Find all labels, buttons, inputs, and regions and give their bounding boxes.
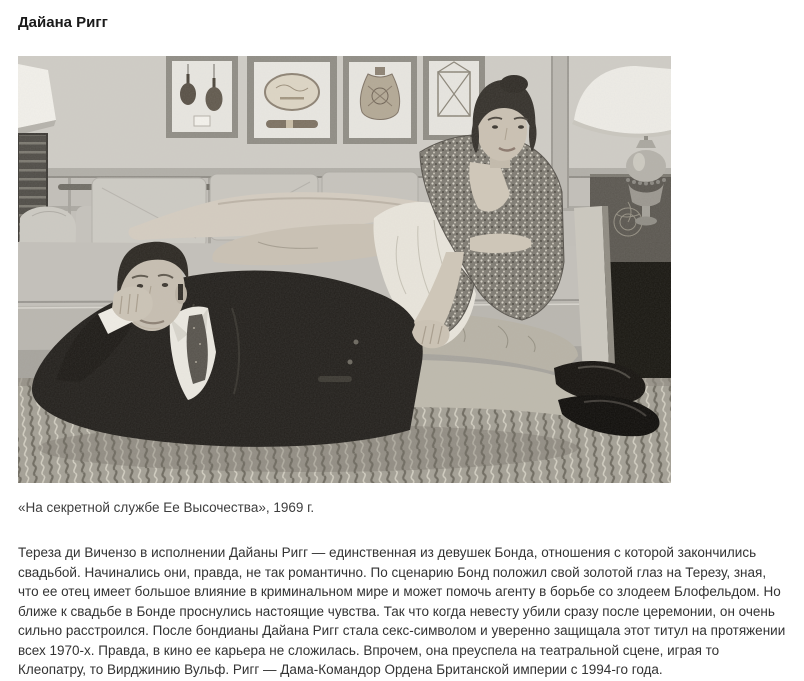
article-title: Дайана Ригг xyxy=(18,14,108,31)
article-photo xyxy=(18,56,671,483)
photo-illustration xyxy=(18,56,671,483)
photo-grain-overlay xyxy=(18,56,671,483)
article-paragraph: Тереза ди Вичензо в исполнении Дайаны Ригг — единственная из девушек Бонда, отношения с которой закончились свадьбой. Начинались они, правда, не так романтично. По сценарию Бонд положил свой золотой глаз на Терезу, зная, что ее отец имеет большое влияние в криминальном мире и может помочь агенту в борьбе со злодеем Блофельдом. Но ближе к свадьбе в Бонде проснулись настоящие чувства. Так что когда невесту убили сразу после церемонии, он очень сильно расстроился. После бондианы Дайана Ригг стала секс-символом и уверенно защищала этот титул на протяжении всех 1970-х. Правда, в кино ее карьера не сложилась. Впрочем, она преуспела на театральной сцене, играя то Клеопатру, то Вирджинию Вульф. Ригг — Дама-Командор Ордена Британской империи с 1994-го года. xyxy=(18,545,786,677)
photo-caption: «На секретной службе Ее Высочества», 1969 г. xyxy=(18,500,315,515)
